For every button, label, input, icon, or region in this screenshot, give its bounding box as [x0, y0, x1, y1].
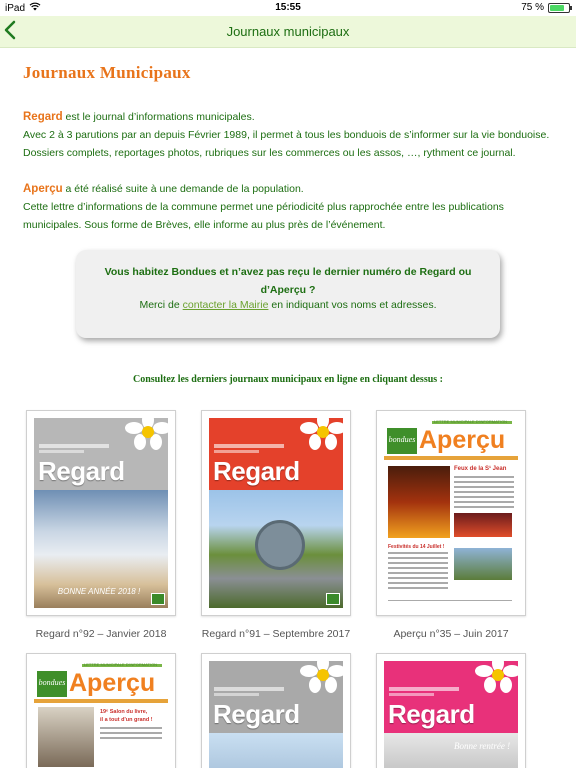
battery-percent: 75 % [521, 2, 544, 13]
cover-masthead: Regard [38, 456, 125, 486]
page-title: Journaux Municipaux [23, 63, 191, 82]
publication-card-regard[interactable] [201, 653, 351, 768]
cover-tagline: BONNE ANNÉE 2018 ! [57, 587, 141, 596]
consult-heading: Consultez les derniers journaux municipaux en ligne en cliquant dessus : [132, 374, 444, 385]
contact-mairie-link[interactable]: contacter la Mairie [182, 299, 269, 311]
cover-masthead: Aperçu [419, 426, 506, 454]
cover-headline: Festivités du 14 Juillet ! [388, 544, 445, 550]
cover-subtitle: LETTRE MUNICIPALE D'INFORMATION [434, 419, 508, 424]
daisy-icon [297, 418, 343, 452]
page-content[interactable] [0, 49, 576, 768]
regard-keyword: Regard [23, 111, 63, 123]
publication-card-regard[interactable] [376, 653, 526, 768]
cover-thumbnail[interactable] [376, 410, 526, 616]
callout-body: Merci de contacter la Mairie en indiquant vos noms et adresses. [139, 299, 437, 311]
apercu-keyword: Aperçu [23, 183, 63, 195]
nav-bar [0, 16, 576, 48]
publication-card-regard-92[interactable] [26, 410, 176, 640]
contact-callout [76, 250, 500, 338]
publication-card-apercu[interactable] [26, 653, 176, 768]
callout-title: Vous habitez Bondues et n’avez pas reçu le dernier numéro de Regard ou d’Aperçu ? [104, 266, 472, 296]
cover-thumbnail[interactable] [26, 410, 176, 616]
cover-thumbnail[interactable] [201, 410, 351, 616]
status-time: 15:55 [275, 2, 301, 13]
cover-tagline: Bonne rentrée ! [454, 741, 511, 751]
apercu-description: Aperçu a été réalisé suite à une demande de la population. Cette lettre d’informations de la commune permet une périodicité plus rapprochée entre les publications municipales. Sous forme de Brèves, elle informe au plus près de l’événement. [23, 183, 504, 231]
publication-caption: Regard n°92 – Janvier 2018 [35, 628, 167, 640]
cover-thumbnail[interactable] [26, 653, 176, 768]
logo-text: bondues [38, 678, 66, 687]
cover-thumbnail[interactable] [201, 653, 351, 768]
daisy-icon [297, 661, 343, 695]
cover-headline: Feux de la S¹ Jean [454, 466, 507, 472]
logo-text: bondues [388, 435, 416, 444]
regard-description: Regard est le journal d’informations municipales. Avec 2 à 3 parutions par an depuis Février 1989, il permet à tous les bonduois de s’informer sur la vie bonduoise. Dossiers complets, reportages photos, rubriques sur les commerces ou les assos, …, rythment ce journal. [23, 111, 550, 159]
publication-card-apercu-35[interactable] [376, 410, 526, 640]
battery-icon [548, 3, 570, 13]
cover-masthead: Regard [213, 699, 300, 729]
cover-masthead: Regard [213, 456, 300, 486]
publication-card-regard-91[interactable] [201, 410, 351, 640]
cover-headline: 19ᵉ Salon du livre, [100, 709, 148, 715]
nav-title: Journaux municipaux [226, 24, 350, 39]
cover-subtitle: LETTRE MUNICIPALE D'INFORMATION [84, 662, 158, 667]
publication-caption: Aperçu n°35 – Juin 2017 [393, 628, 509, 640]
cover-thumbnail[interactable] [376, 653, 526, 768]
cover-headline: il a tout d'un grand ! [100, 717, 153, 723]
status-bar [0, 0, 576, 16]
cover-masthead: Aperçu [69, 669, 156, 697]
daisy-icon [472, 661, 518, 695]
daisy-icon [122, 418, 168, 452]
device-name: iPad [5, 2, 26, 14]
publication-caption: Regard n°91 – Septembre 2017 [201, 628, 351, 640]
cover-masthead: Regard [388, 699, 475, 729]
